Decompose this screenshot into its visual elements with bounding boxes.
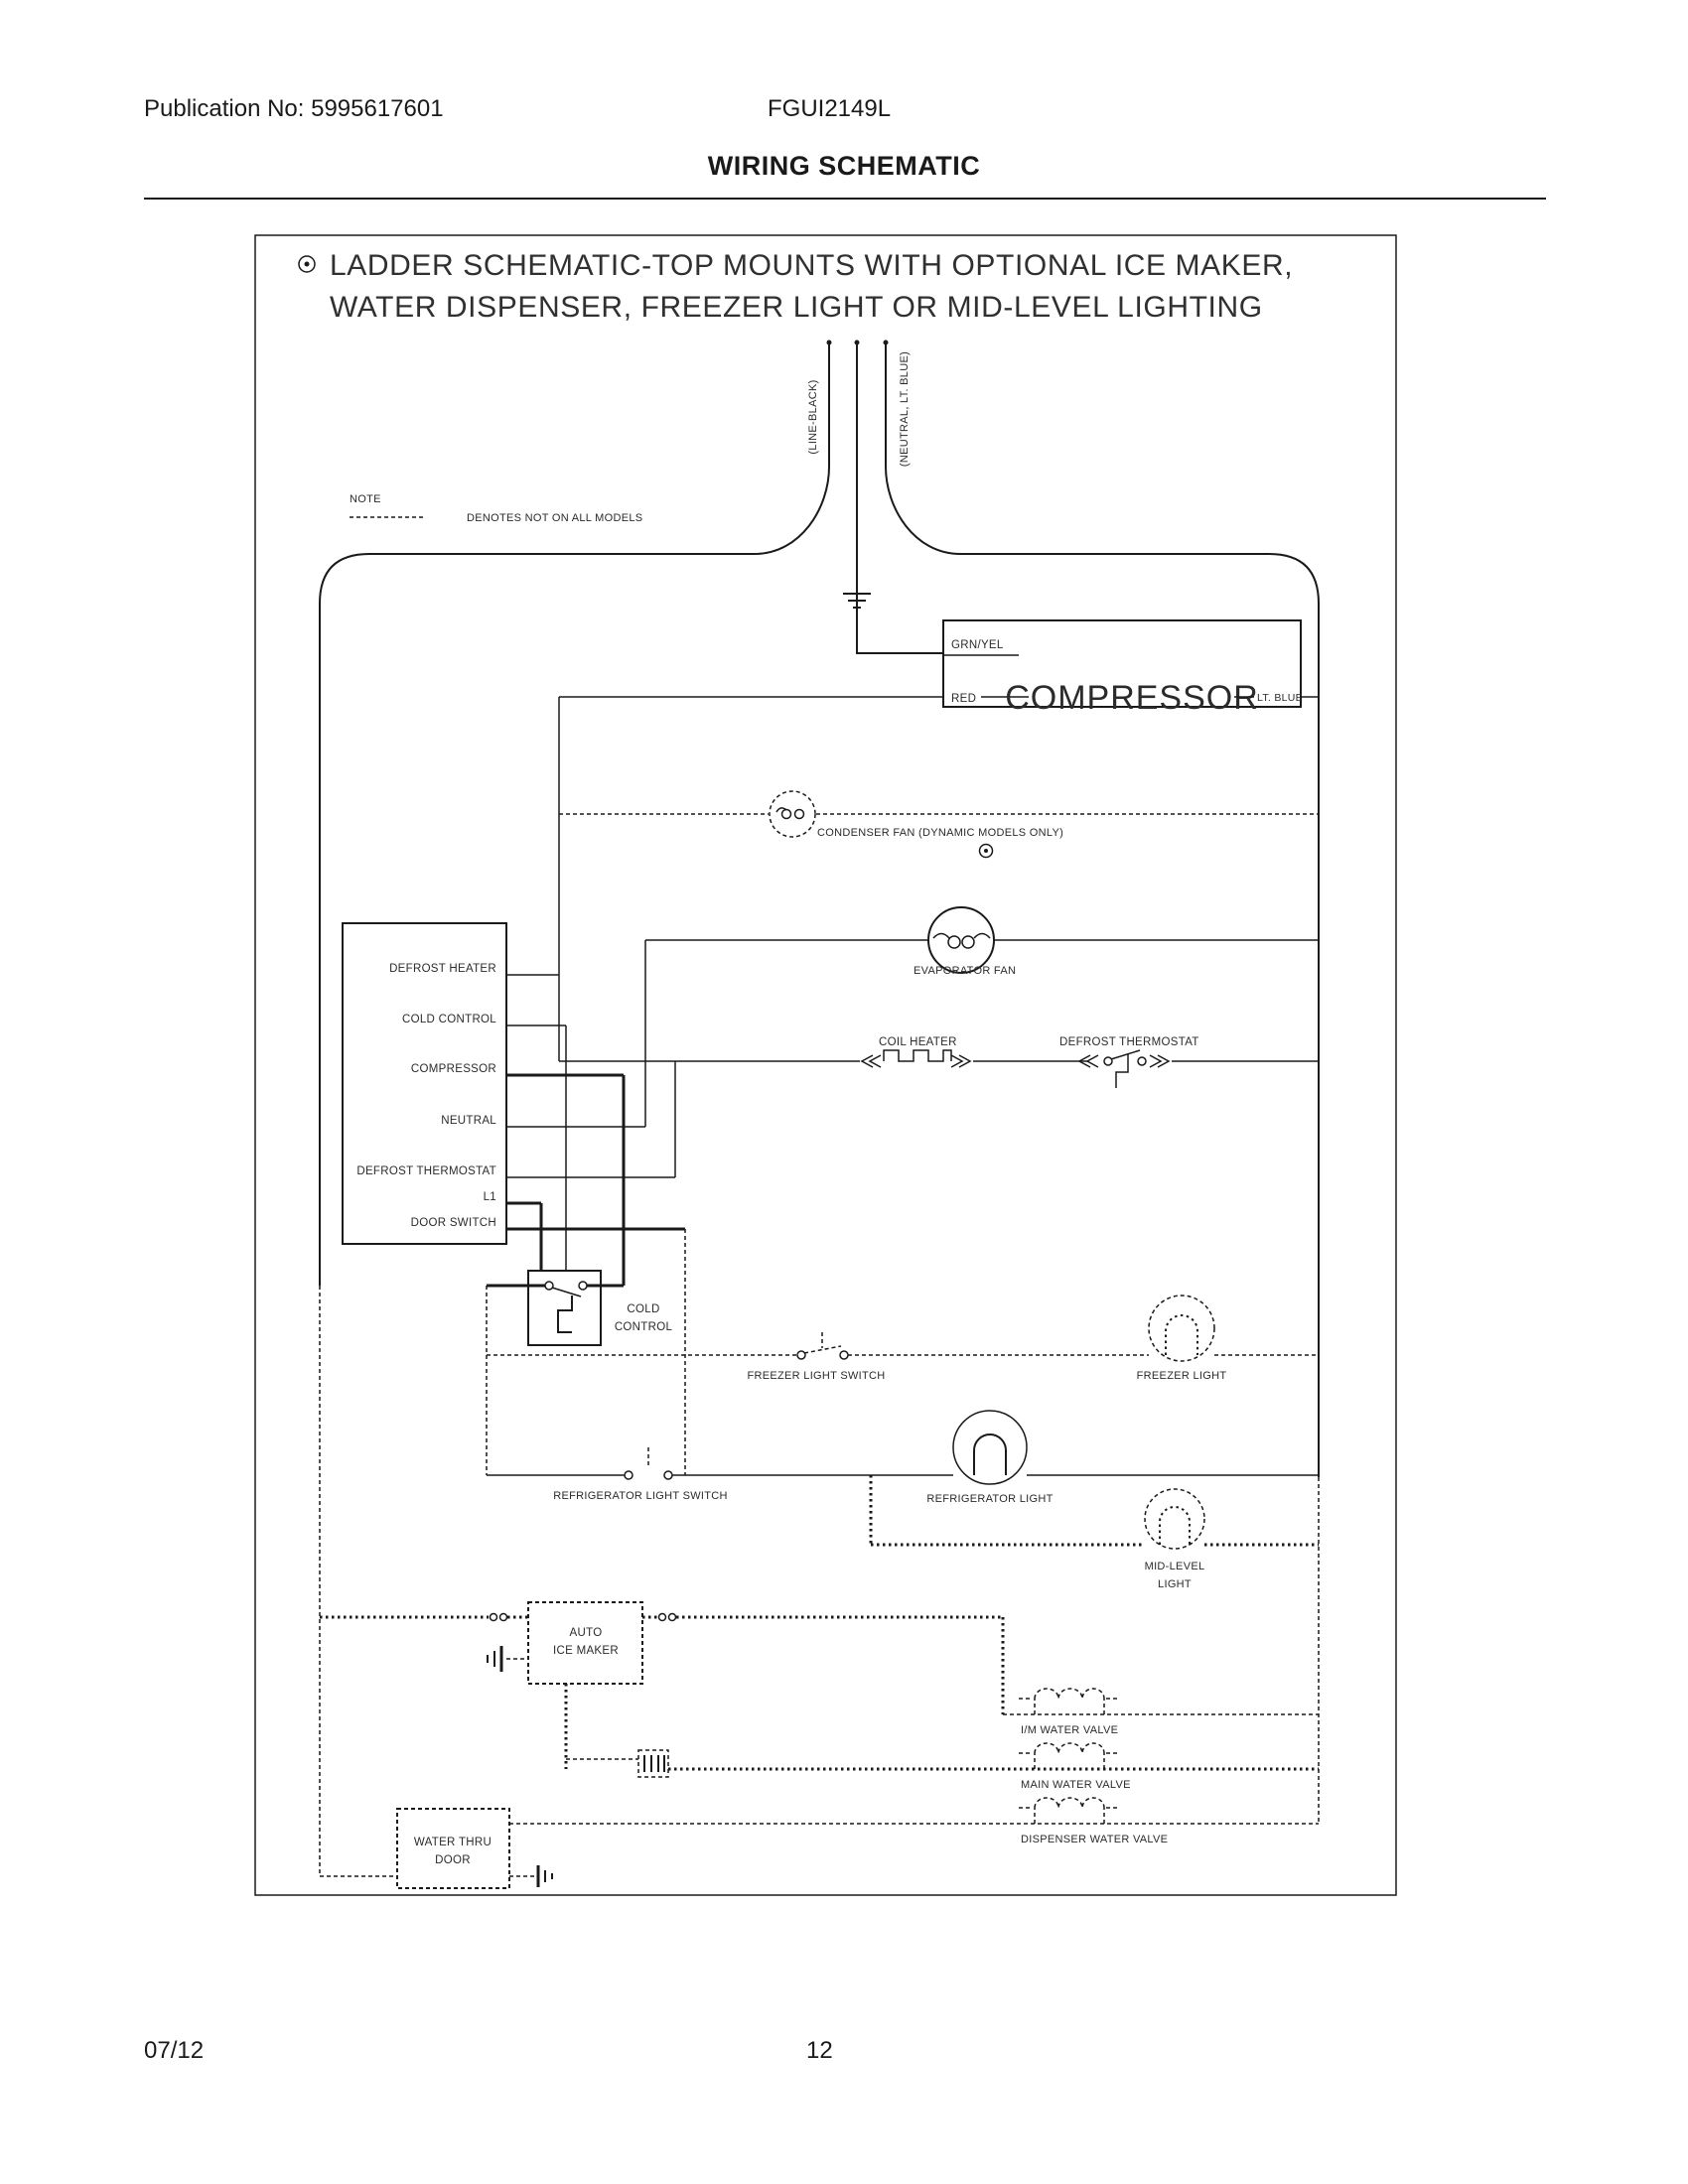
evaporator-fan-motor-icon	[928, 907, 994, 973]
auto-ice-maker	[320, 1602, 1003, 1777]
note-text: DENOTES NOT ON ALL MODELS	[467, 512, 643, 524]
freezer-light-bulb-icon	[1149, 1296, 1214, 1361]
freezer-light-label: FREEZER LIGHT	[1136, 1370, 1227, 1382]
note-label: NOTE	[350, 493, 381, 505]
cold-control-label1: COLD	[627, 1303, 660, 1315]
terminal-cold-control: COLD CONTROL	[402, 1014, 496, 1025]
terminal-neutral: NEUTRAL	[441, 1115, 496, 1127]
ground-symbol-icon	[538, 1865, 552, 1887]
footer-page-number: 12	[806, 2037, 833, 2064]
water-thru-door-label1: WATER THRU	[413, 1837, 492, 1848]
condenser-fan	[559, 791, 1319, 858]
refrigerator-light-switch-label: REFRIGERATOR LIGHT SWITCH	[553, 1490, 728, 1502]
freezer-light-switch-label: FREEZER LIGHT SWITCH	[747, 1370, 886, 1382]
ground-symbol-icon	[488, 1646, 501, 1672]
coil-heater-resistor-icon	[884, 1050, 951, 1061]
mid-level-light-bulb-icon	[1145, 1489, 1204, 1549]
condenser-fan-motor-icon	[770, 791, 815, 837]
terminal-l1: L1	[483, 1191, 496, 1203]
cold-control-label2: CONTROL	[614, 1321, 673, 1333]
wire-grnyel-label: GRN/YEL	[951, 639, 1004, 651]
line-black-label: (LINE-BLACK)	[807, 379, 819, 455]
compressor	[559, 620, 1319, 1061]
dispenser-water-valve-label: DISPENSER WATER VALVE	[1021, 1834, 1169, 1845]
defrost-thermostat-label: DEFROST THERMOSTAT	[1059, 1036, 1199, 1048]
left-rail-dashed	[320, 1286, 397, 1876]
im-water-valve-coil-icon	[1019, 1689, 1120, 1714]
dispenser-water-valve-coil-icon	[1019, 1798, 1120, 1824]
diagram-title	[299, 249, 1293, 324]
circled-dot-icon	[980, 845, 993, 858]
main-water-valve-label: MAIN WATER VALVE	[1021, 1779, 1131, 1791]
water-thru-door	[397, 1809, 552, 1888]
connector-left-icon	[862, 1055, 881, 1067]
defrost-circuit	[559, 1036, 1319, 1177]
terminal-defrost-thermostat: DEFROST THERMOSTAT	[356, 1165, 496, 1177]
cold-control-box	[528, 1271, 601, 1345]
water-valves	[509, 1689, 1319, 1845]
terminal-defrost-heater: DEFROST HEATER	[389, 963, 496, 975]
publication-number: Publication No: 5995617601	[144, 95, 444, 122]
refrigerator-light-label: REFRIGERATOR LIGHT	[926, 1493, 1054, 1505]
diagram-title-line1: LADDER SCHEMATIC-TOP MOUNTS WITH OPTIONAL ICE MAKER,	[330, 249, 1294, 282]
neutral-label: (NEUTRAL, LT. BLUE)	[899, 350, 911, 468]
thermostat-bimetal	[1116, 1054, 1128, 1088]
freezer-light-circuit	[487, 1229, 1319, 1475]
note-legend	[350, 493, 642, 524]
page-title: WIRING SCHEMATIC	[707, 151, 981, 181]
refrigerator-light-circuit	[487, 1411, 1319, 1505]
ice-maker-label2: ICE MAKER	[553, 1645, 619, 1657]
main-water-valve-coil-icon	[1019, 1743, 1120, 1769]
connector-right-icon	[1150, 1055, 1169, 1067]
mid-level-light-label1: MID-LEVEL	[1144, 1561, 1205, 1572]
diagram-title-line2: WATER DISPENSER, FREEZER LIGHT OR MID-LEVEL LIGHTING	[330, 291, 1263, 324]
im-water-valve-label: I/M WATER VALVE	[1021, 1724, 1119, 1736]
refrigerator-light-bulb-icon	[953, 1411, 1027, 1484]
connector-right-icon	[951, 1055, 970, 1067]
compressor-label: COMPRESSOR	[1005, 679, 1259, 717]
model-number: FGUI2149L	[768, 95, 892, 122]
condenser-fan-label: CONDENSER FAN (DYNAMIC MODELS ONLY)	[817, 827, 1064, 839]
terminal-door-switch: DOOR SWITCH	[410, 1217, 496, 1229]
ice-maker-label1: AUTO	[569, 1627, 603, 1639]
coil-heater-label: COIL HEATER	[879, 1036, 957, 1048]
wire-ltblue-label: LT. BLUE	[1257, 692, 1303, 704]
evaporator-fan-label: EVAPORATOR FAN	[914, 965, 1017, 977]
thermostat-blade	[1111, 1050, 1140, 1059]
evaporator-fan	[645, 907, 1319, 1127]
wire-red-label: RED	[951, 693, 977, 705]
water-thru-door-box	[397, 1809, 509, 1888]
footer-date: 07/12	[144, 2037, 205, 2064]
water-thru-door-label2: DOOR	[435, 1854, 471, 1866]
mid-level-light-label2: LIGHT	[1158, 1578, 1192, 1590]
power-supply-wires	[320, 341, 1319, 1877]
terminal-block	[343, 923, 685, 1271]
terminal-compressor: COMPRESSOR	[410, 1063, 496, 1075]
cold-control-blade	[552, 1288, 581, 1297]
ice-maker-box	[528, 1602, 642, 1684]
